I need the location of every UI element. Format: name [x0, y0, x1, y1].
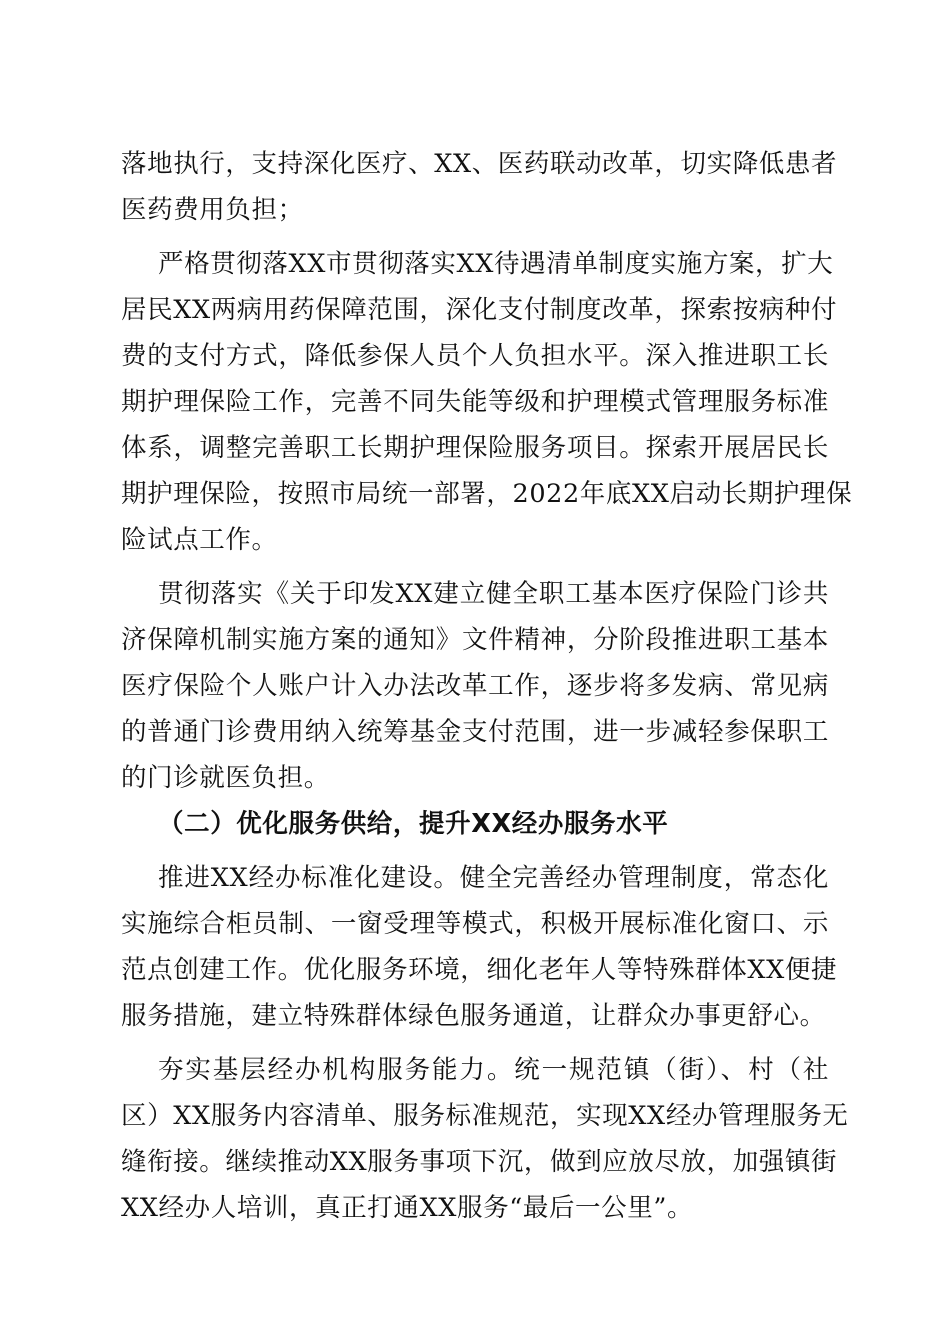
- text-line: 服务措施，建立特殊群体绿色服务通道，让群众办事更舒心。: [121, 1001, 826, 1031]
- text-line: 险试点工作。: [121, 525, 278, 555]
- text-line: 期护理保险工作，完善不同失能等级和护理模式管理服务标准: [121, 387, 829, 417]
- text-line: 范点创建工作。优化服务环境，细化老年人等特殊群体XX便捷: [121, 955, 838, 985]
- text-line: 费的支付方式，降低参保人员个人负担水平。深入推进职工长: [121, 341, 829, 371]
- text-line: 实施综合柜员制、一窗受理等模式，积极开展标准化窗口、示: [121, 909, 829, 939]
- text-line: 区）XX服务内容清单、服务标准规范，实现XX经办管理服务无: [121, 1101, 849, 1131]
- document-page: [121, 141, 853, 1231]
- text-line: 贯彻落实《关于印发XX建立健全职工基本医疗保险门诊共: [158, 579, 829, 609]
- text-line: 体系，调整完善职工长期护理保险服务项目。探索开展居民长: [121, 433, 829, 463]
- text-line: 缝衔接。继续推动XX服务事项下沉，做到应放尽放，加强镇街: [121, 1147, 838, 1177]
- text-line: 夯实基层经办机构服务能力。统一规范镇（街）、村（社: [158, 1055, 829, 1085]
- paragraph-2: [121, 241, 853, 563]
- text-line: 医疗保险个人账户计入办法改革工作，逐步将多发病、常见病: [121, 671, 829, 701]
- text-line: 居民XX两病用药保障范围，深化支付制度改革，探索按病种付: [121, 295, 838, 325]
- text-line: 的门诊就医负担。: [121, 763, 330, 793]
- paragraph-1: [121, 141, 838, 233]
- section-heading: （二）优化服务供给，提升XX经办服务水平: [158, 809, 669, 839]
- text-line: 济保障机制实施方案的通知》文件精神，分阶段推进职工基本: [121, 625, 829, 655]
- text-line: 医药费用负担；: [121, 195, 304, 225]
- text-line: 的普通门诊费用纳入统筹基金支付范围，进一步减轻参保职工: [121, 717, 829, 747]
- text-line: 严格贯彻落XX市贯彻落实XX待遇清单制度实施方案，扩大: [158, 249, 834, 279]
- text-line: 期护理保险，按照市局统一部署，2022年底XX启动长期护理保: [121, 479, 853, 509]
- text-line: 推进XX经办标准化建设。健全完善经办管理制度，常态化: [158, 863, 829, 893]
- paragraph-4: [121, 855, 838, 1039]
- paragraph-3: [121, 571, 829, 801]
- paragraph-5: [121, 1047, 849, 1231]
- text-line: XX经办人培训，真正打通XX服务“最后一公里”。: [121, 1193, 694, 1223]
- text-line: 落地执行，支持深化医疗、XX、医药联动改革，切实降低患者: [121, 149, 838, 179]
